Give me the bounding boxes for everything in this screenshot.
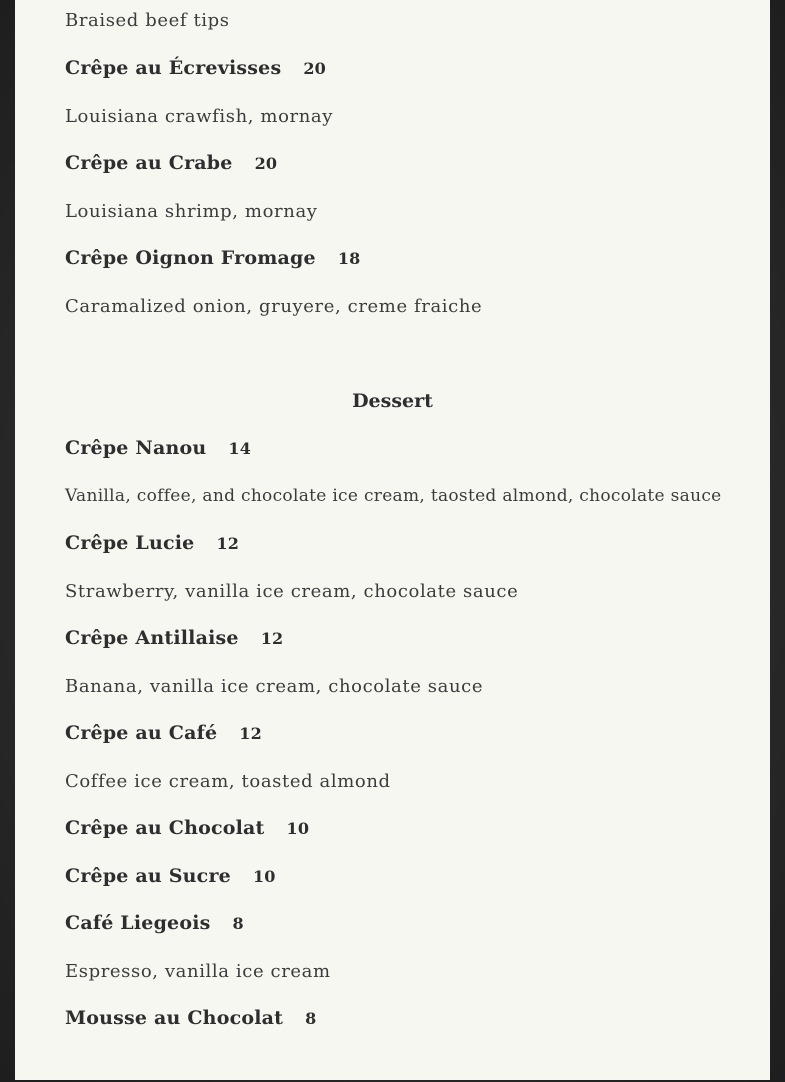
- item-name: Mousse au Chocolat: [65, 1007, 284, 1029]
- item-name: Café Liegeois: [65, 912, 211, 934]
- menu-item-crepe-crabe: [65, 152, 730, 174]
- menu-item-mousse-au-chocolat: [65, 1007, 730, 1029]
- menu-page: [15, 0, 770, 1080]
- menu-item-crepe-au-sucre: [65, 865, 730, 887]
- item-name: Crêpe au Écrevisses: [65, 57, 282, 79]
- item-price: 12: [239, 724, 262, 743]
- item-name: Crêpe Antillaise: [65, 627, 239, 649]
- menu-item-crepe-antillaise: [65, 627, 730, 649]
- item-price: 8: [232, 914, 244, 933]
- item-price: 12: [216, 534, 240, 553]
- item-price: 20: [254, 154, 278, 173]
- item-description: Caramalized onion, gruyere, creme fraiche: [65, 296, 483, 317]
- item-price: 10: [286, 819, 310, 838]
- item-name: Crêpe au Crabe: [65, 152, 233, 174]
- item-description: Braised beef tips: [65, 10, 230, 31]
- item-description: Strawberry, vanilla ice cream, chocolate sauce: [65, 581, 519, 602]
- menu-item-cafe-liegeois: [65, 912, 730, 934]
- item-name: Crêpe au Café: [65, 722, 218, 744]
- item-description: Banana, vanilla ice cream, chocolate sauce: [65, 676, 484, 697]
- item-description: Louisiana shrimp, mornay: [65, 201, 318, 222]
- section-heading-dessert: Dessert: [352, 390, 433, 412]
- item-price: 14: [228, 439, 252, 458]
- menu-item-crepe-nanou: [65, 437, 730, 459]
- menu-item-crepe-lucie: [65, 532, 730, 554]
- menu-item-crepe-oignon-fromage: [65, 247, 730, 269]
- item-name: Crêpe au Chocolat: [65, 817, 265, 839]
- item-price: 20: [303, 59, 327, 78]
- item-description: Louisiana crawfish, mornay: [65, 106, 334, 127]
- menu-item-crepe-ecrevisses: [65, 57, 730, 79]
- menu-item-crepe-au-cafe: [65, 722, 730, 744]
- item-name: Crêpe Lucie: [65, 532, 195, 554]
- item-name: Crêpe au Sucre: [65, 865, 231, 887]
- menu-item-crepe-au-chocolat: [65, 817, 730, 839]
- item-name: Crêpe Nanou: [65, 437, 207, 459]
- item-description: Espresso, vanilla ice cream: [65, 961, 331, 982]
- item-price: 12: [260, 629, 284, 648]
- item-description: Coffee ice cream, toasted almond: [65, 771, 391, 792]
- item-name: Crêpe Oignon Fromage: [65, 247, 316, 269]
- item-price: 10: [252, 867, 276, 886]
- item-description: Vanilla, coffee, and chocolate ice cream, taosted almond, chocolate sauce: [65, 486, 722, 506]
- item-price: 18: [337, 249, 361, 268]
- item-price: 8: [305, 1009, 317, 1028]
